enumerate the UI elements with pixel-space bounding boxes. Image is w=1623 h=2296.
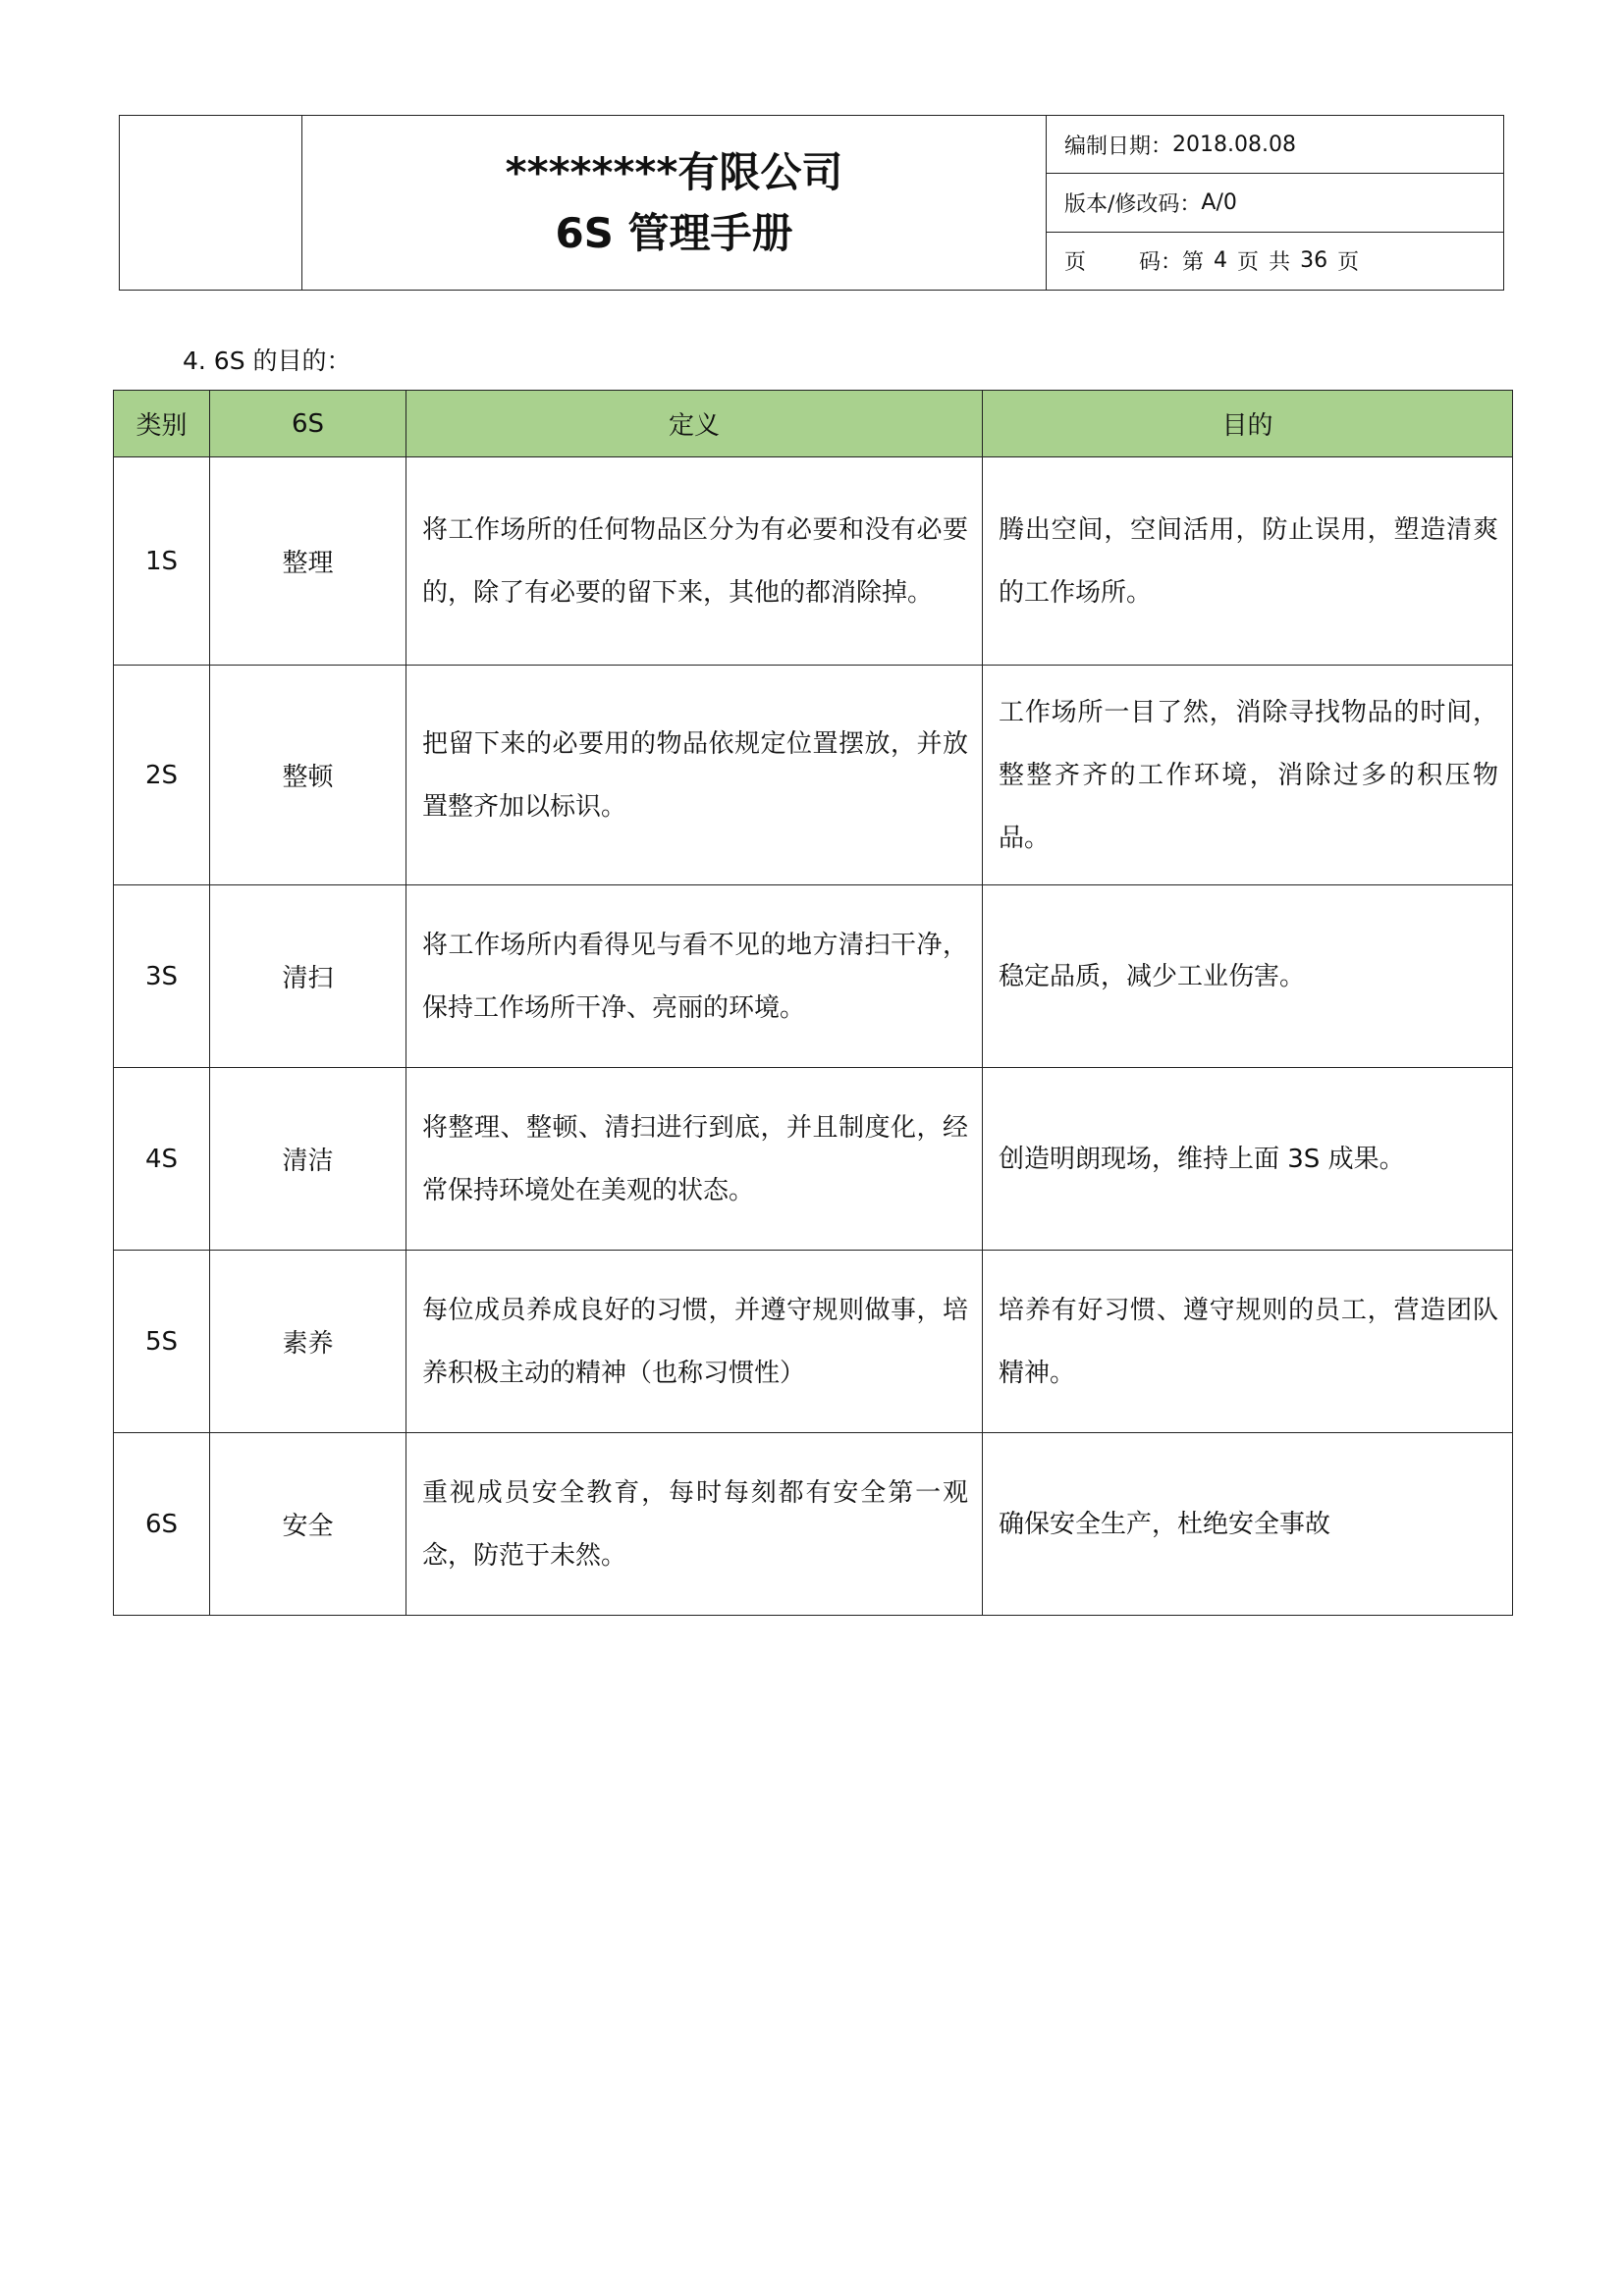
row-category: 3S (114, 885, 210, 1068)
row-category: 4S (114, 1068, 210, 1251)
row-definition: 将工作场所的任何物品区分为有必要和没有必要的，除了有必要的留下来，其他的都消除掉。 (406, 457, 983, 666)
row-definition: 把留下来的必要用的物品依规定位置摆放，并放置整齐加以标识。 (406, 666, 983, 885)
company-name: ********有限公司 (505, 147, 843, 196)
header-6s: 6S (210, 391, 406, 457)
row-purpose: 培养有好习惯、遵守规则的员工，营造团队精神。 (983, 1251, 1513, 1433)
row-name: 整顿 (210, 666, 406, 885)
page-gong: 共 (1269, 250, 1291, 276)
table-header-row (114, 391, 1513, 457)
row-definition: 将工作场所内看得见与看不见的地方清扫干净，保持工作场所干净、亮丽的环境。 (406, 885, 983, 1068)
page-current: 4 (1214, 248, 1228, 274)
row-category: 5S (114, 1251, 210, 1433)
row-name: 安全 (210, 1433, 406, 1616)
table-row (114, 666, 1513, 885)
version-label: 版本/修改码： (1064, 191, 1202, 217)
header-definition: 定义 (406, 391, 983, 457)
row-category: 1S (114, 457, 210, 666)
row-name: 素养 (210, 1251, 406, 1433)
row-purpose: 确保安全生产，杜绝安全事故 (983, 1433, 1513, 1616)
row-definition: 将整理、整顿、清扫进行到底，并且制度化，经常保持环境处在美观的状态。 (406, 1068, 983, 1251)
row-category: 6S (114, 1433, 210, 1616)
row-purpose: 创造明朗现场，维持上面 3S 成果。 (983, 1068, 1513, 1251)
6s-table (113, 390, 1513, 1616)
header-purpose: 目的 (983, 391, 1513, 457)
section-title: 4. 6S 的目的： (183, 347, 352, 375)
row-category: 2S (114, 666, 210, 885)
table-row (114, 885, 1513, 1068)
row-definition: 重视成员安全教育，每时每刻都有安全第一观念，防范于未然。 (406, 1433, 983, 1616)
page-total: 36 (1300, 248, 1328, 274)
date-value: 2018.08.08 (1172, 132, 1296, 157)
row-name: 清洁 (210, 1068, 406, 1251)
table-row (114, 1433, 1513, 1616)
page-di: 第 (1182, 250, 1205, 276)
row-name: 整理 (210, 457, 406, 666)
table-row (114, 1068, 1513, 1251)
page-ye-1: 页 (1237, 250, 1260, 276)
page-row (1047, 233, 1503, 290)
row-purpose: 腾出空间，空间活用，防止误用，塑造清爽的工作场所。 (983, 457, 1513, 666)
row-purpose: 稳定品质，减少工业伤害。 (983, 885, 1513, 1068)
table-row (114, 1251, 1513, 1433)
logo-cell (120, 116, 302, 290)
document-header (119, 115, 1504, 291)
date-row (1047, 116, 1503, 174)
page-label-1: 页 (1064, 250, 1087, 276)
page-label-2: 码： (1139, 250, 1183, 276)
date-label: 编制日期： (1064, 133, 1173, 159)
meta-cell (1047, 116, 1503, 290)
table-row (114, 457, 1513, 666)
row-name: 清扫 (210, 885, 406, 1068)
manual-title: 6S 管理手册 (555, 208, 793, 257)
row-purpose: 工作场所一目了然，消除寻找物品的时间，整整齐齐的工作环境，消除过多的积压物品。 (983, 666, 1513, 885)
page-ye-2: 页 (1337, 250, 1360, 276)
header-category: 类别 (114, 391, 210, 457)
version-row (1047, 174, 1503, 232)
version-value: A/0 (1201, 189, 1237, 215)
row-definition: 每位成员养成良好的习惯，并遵守规则做事，培养积极主动的精神（也称习惯性） (406, 1251, 983, 1433)
title-cell (302, 116, 1047, 290)
